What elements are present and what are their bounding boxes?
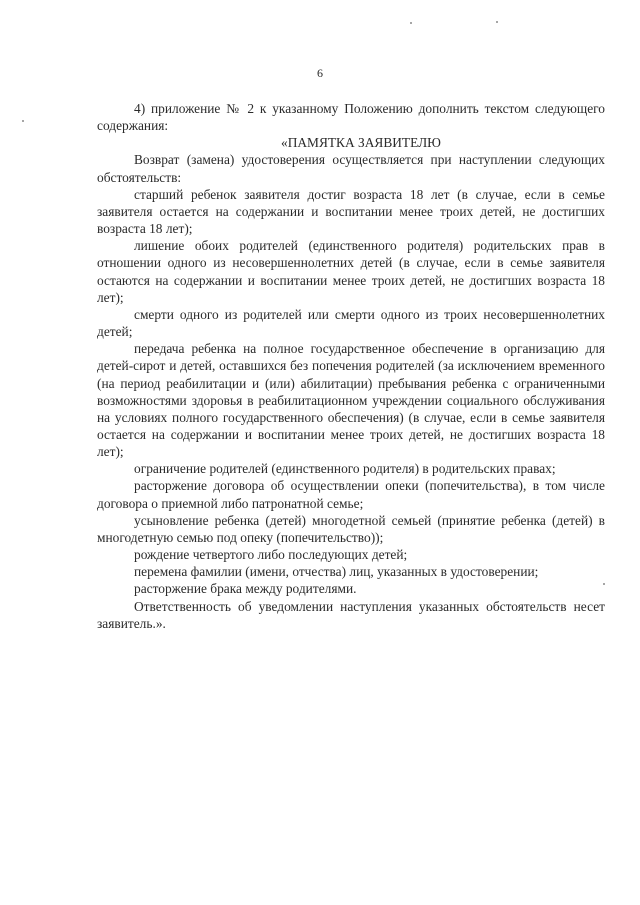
page-number: 6 [317, 66, 323, 80]
paragraph-eldest-child: старший ребенок заявителя достиг возраста 18 лет (в случае, если в семье заявителя остается на содержании и воспитании менее троих детей, не достигших возраста 18 лет); [97, 186, 605, 237]
paragraph-deprivation-rights: лишение обоих родителей (единственного родителя) родительских прав в отношении одного из несовершеннолетних детей (в случае, если в семье заявителя остаются на содержании и воспитании менее троих детей, не достигших возраста 18 лет); [97, 238, 605, 305]
paragraph-state-care: передача ребенка на полное государственное обеспечение в организацию для детей-сирот и детей, оставшихся без попечения родителей (за исключением временного (на период реабилитации и (или) абилитации) пребывания ребенка с ограниченными возможностями здоровья в реабилитационном учреждении социального обслуживания на условиях полного государственного обеспечения) (в случае, если в семье заявителя остается на содержании и воспитании менее троих детей, не достигших возраста 18 лет); [97, 341, 605, 460]
paragraph-responsibility: Ответственность об уведомлении наступления указанных обстоятельств несет заявитель.». [97, 598, 605, 631]
document-body [97, 100, 605, 632]
paragraph-name-change: перемена фамилии (имени, отчества) лиц, указанных в удостоверении; [134, 564, 539, 580]
paragraph-adoption: усыновление ребенка (детей) многодетной семьей (принятие ребенка (детей) в многодетную семью под опеку (попечительство)); [97, 512, 605, 545]
memo-heading: «ПАМЯТКА ЗАЯВИТЕЛЮ [281, 135, 441, 151]
scan-speck [410, 22, 412, 24]
paragraph-return-conditions: Возврат (замена) удостоверения осуществляется при наступлении следующих обстоятельств: [97, 152, 605, 185]
scan-speck [22, 120, 24, 122]
paragraph-death: смерти одного из родителей или смерти одного из троих несовершеннолетних детей; [97, 306, 605, 340]
intro-paragraph: 4) приложение № 2 к указанному Положению дополнить текстом следующего содержания: [97, 101, 605, 134]
paragraph-fourth-child: рождение четвертого либо последующих детей; [134, 547, 408, 563]
paragraph-divorce: расторжение брака между родителями. [134, 581, 357, 597]
paragraph-limitation-rights: ограничение родителей (единственного родителя) в родительских правах; [134, 461, 556, 477]
scan-speck [496, 21, 498, 23]
paragraph-guardianship-termination: расторжение договора об осуществлении опеки (попечительства), в том числе договора о приемной либо патронатной семье; [97, 478, 605, 511]
